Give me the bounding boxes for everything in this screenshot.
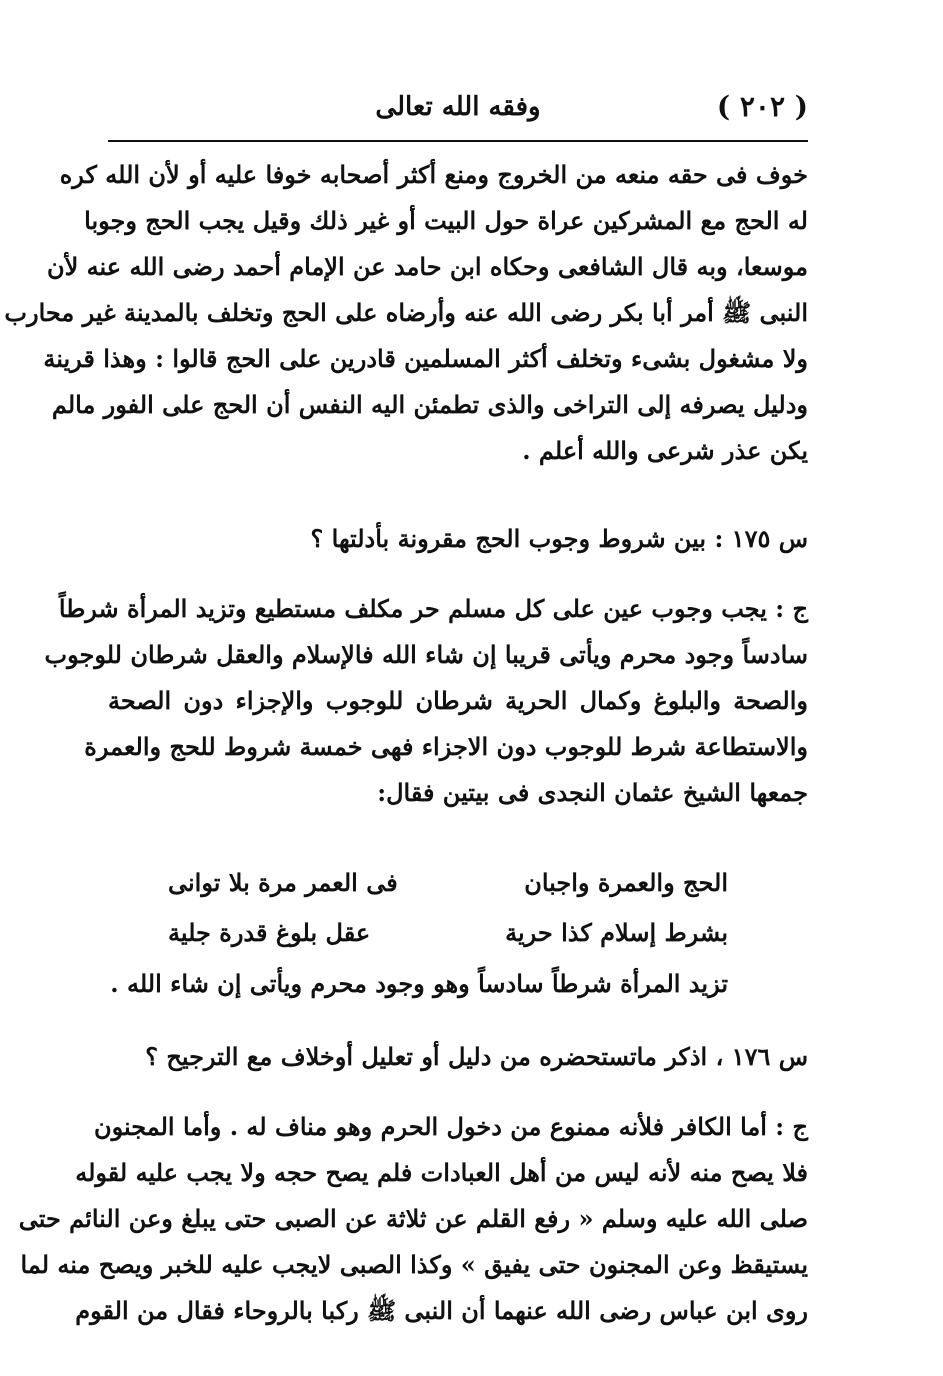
verse-first-half: الحج والعمرة واجبان [524, 868, 728, 897]
text-line: خوف فى حقه منعه من الخروج ومنع أكثر أصحابه خوفا عليه أو لأن الله كره [59, 160, 808, 189]
verse-second-half: فى العمر مرة بلا توانى [168, 868, 398, 897]
answer-176 [18, 1104, 808, 1334]
page-body [4, 152, 808, 1334]
spacer [108, 474, 808, 516]
text-line: سادساً وجود محرم ويأتى قريبا إن شاء الله فالإسلام والعقل شرطان للوجوب [44, 640, 808, 669]
paragraph-continuation [4, 152, 808, 474]
spacer [108, 1080, 808, 1104]
text-line: موسعا، وبه قال الشافعى وحكاه ابن حامد عن الإمام أحمد رضى الله عنه لأن [47, 252, 808, 281]
answer-175 [44, 586, 808, 816]
poem-verse [168, 858, 728, 908]
question-176: س ١٧٦ ، اذكر ماتستحضره من دليل أو تعليل أوخلاف مع الترجيح ؟ [145, 1042, 808, 1071]
spacer [108, 816, 808, 858]
running-title: وفقه الله تعالى [375, 92, 541, 122]
text-line: ولا مشغول بشىء وتخلف أكثر المسلمين قادرين على الحج قالوا : وهذا قرينة [43, 344, 808, 373]
poem-verse [168, 908, 728, 958]
text-line: والاستطاعة شرط للوجوب دون الاجزاء فهى خمسة شروط للحج والعمرة [84, 732, 808, 761]
text-line: صلى الله عليه وسلم « رفع القلم عن ثلاثة عن الصبى حتى يبلغ وعن النائم حتى [18, 1204, 808, 1233]
text-line: يكن عذر شرعى والله أعلم . [522, 436, 808, 465]
text-line: يستيقظ وعن المجنون حتى يفيق » وكذا الصبى لايجب عليه للخبر ويصح منه لما [20, 1250, 808, 1279]
text-line: النبى ﷺ أمر أبا بكر رضى الله عنه وأرضاه على الحج وتخلف بالمدينة غير محارب [4, 298, 808, 327]
text-line: ودليل يصرفه إلى التراخى والذى تطمئن اليه النفس أن الحج على الفور مالم [51, 390, 808, 419]
text-line: جمعها الشيخ عثمان النجدى فى بيتين فقال: [377, 778, 808, 807]
page-header [108, 88, 808, 138]
text-line: ج : أما الكافر فلأنه ممنوع من دخول الحرم وهو مناف له . وأما المجنون [93, 1112, 808, 1141]
page-number: ( ٢٠٢ ) [716, 90, 808, 123]
header-rule [108, 140, 808, 142]
verse-first-half: بشرط إسلام كذا حرية [505, 918, 728, 947]
text-line: ج : يجب وجوب عين على كل مسلم حر مكلف مستطيع وتزيد المرأة شرطاً [58, 594, 808, 623]
poem [168, 858, 728, 958]
spacer [108, 562, 808, 586]
verse-second-half: عقل بلوغ قدرة جلية [168, 918, 371, 947]
spacer [108, 1010, 808, 1034]
question-175: س ١٧٥ : بين شروط وجوب الحج مقرونة بأدلتها ؟ [310, 524, 808, 553]
text-line: روى ابن عباس رضى الله عنهما أن النبى ﷺ ركبا بالروحاء فقال من القوم [75, 1296, 808, 1325]
text-line: له الحج مع المشركين عراة حول البيت أو غير ذلك وقيل يجب الحج وجوبا [84, 206, 808, 235]
poem-note: تزيد المرأة شرطاً سادساً وهو وجود محرم ويأتى إن شاء الله . [110, 969, 728, 998]
text-line: والصحة والبلوغ وكمال الحرية شرطان للوجوب والإجزاء دون الصحة [108, 686, 808, 715]
text-line: فلا يصح منه لأنه ليس من أهل العبادات فلم يصح حجه ولا يجب عليه لقوله [75, 1158, 808, 1187]
